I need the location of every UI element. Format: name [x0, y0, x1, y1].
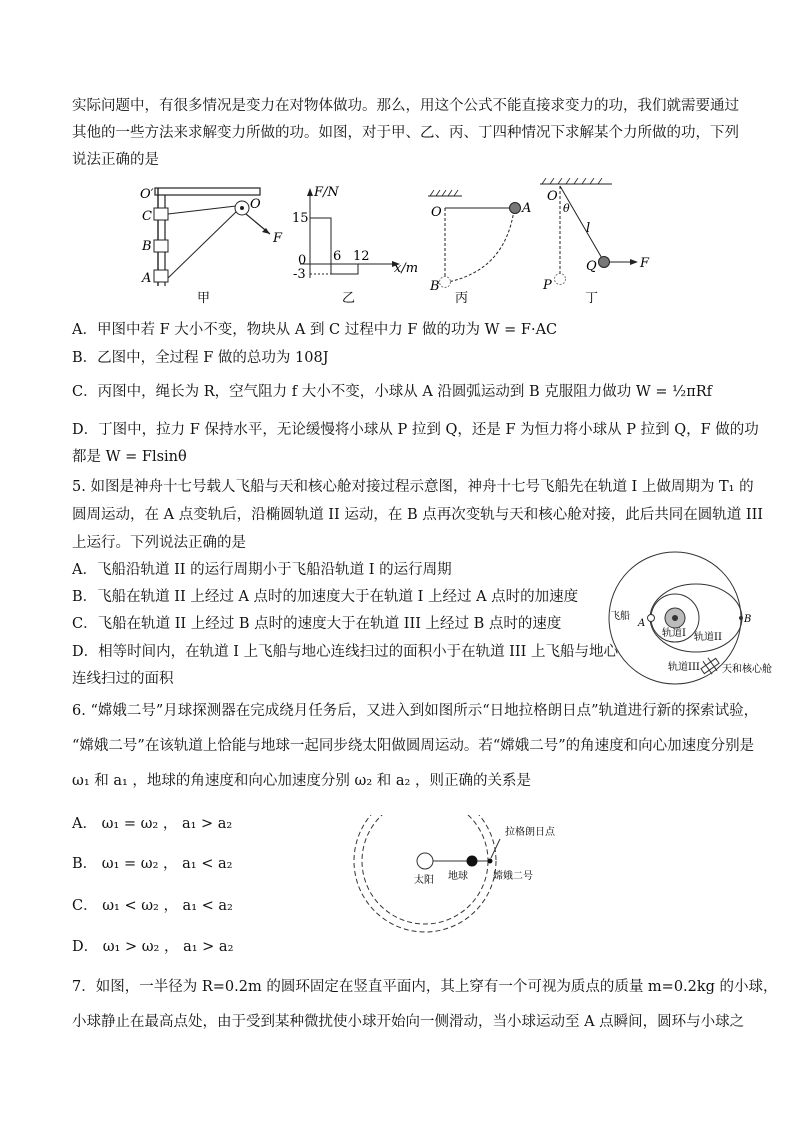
q7-line-1: 7．如图，一半径为 R=0.2m 的圆环固定在竖直平面内，其上穿有一个可视为质点的质量 m=0.2kg 的小球，: [72, 979, 778, 995]
q5-option-d-line1: D．相等时间内，在轨道 I 上飞船与地心连线扫过的面积小于在轨道 III 上飞船与地心: [72, 644, 618, 660]
q5-option-d-line2: 连线扫过的面积: [72, 671, 174, 687]
yi-tick-m3: -3: [293, 267, 306, 282]
q6-line-3: ω₁ 和 a₁ ，地球的角速度和向心加速度分别 ω₂ 和 a₂ ，则正确的关系是: [72, 773, 531, 789]
q4-option-d-line2: 都是 W = Flsinθ: [72, 449, 187, 465]
intro-line-2: 其他的一些方法来求解变力所做的功。如图，对于甲、乙、丙、丁四种情况下求解某个力所做的功，下列: [72, 125, 739, 141]
jia-label-f: F: [273, 231, 283, 246]
q5-label-orbit3: 轨道III: [668, 662, 700, 673]
bing-label-b: B: [430, 279, 440, 294]
jia-label-o: O: [250, 197, 261, 212]
q6-line-1: 6. “嫦娥二号”月球探测器在完成绕月任务后，又进入到如图所示“日地拉格朗日点”轨道进行新的探索试验，: [72, 703, 759, 719]
q5-option-a: A．飞船沿轨道 II 的运行周期小于飞船沿轨道 I 的运行周期: [72, 562, 452, 578]
jia-caption: 甲: [197, 291, 211, 306]
q5-label-orbit2: 轨道II: [694, 632, 722, 643]
figure-jia: [140, 187, 283, 306]
figure-q6-lagrange: [350, 815, 610, 965]
yi-ylabel: F/N: [314, 185, 339, 200]
q5-label-station: 天和核心舱: [722, 664, 772, 675]
q6-label-lagrange: 拉格朗日点: [505, 827, 555, 838]
bing-label-a: A: [522, 201, 532, 216]
figure-yi: [292, 185, 418, 306]
q6-option-a: A． ω₁ = ω₂ ， a₁ > a₂: [72, 816, 233, 832]
jia-label-b: B: [142, 239, 152, 254]
ding-label-q: Q: [586, 259, 597, 274]
ding-label-p: P: [543, 278, 552, 293]
q5-option-c: C．飞船在轨道 II 上经过 B 点时的速度大于在轨道 III 上经过 B 点时的速度: [72, 616, 562, 632]
q5-label-b: B: [744, 614, 752, 625]
figure-q4: [0, 178, 794, 308]
yi-caption: 乙: [342, 291, 356, 306]
q5-label-a: A: [638, 618, 646, 629]
q6-option-c: C． ω₁ < ω₂ ， a₁ < a₂: [72, 898, 233, 914]
q6-label-earth: 地球: [448, 871, 468, 882]
intro-line-3: 说法正确的是: [72, 152, 159, 168]
q6-option-d: D． ω₁ > ω₂ ， a₁ > a₂: [72, 939, 234, 955]
q6-label-sun: 太阳: [414, 875, 434, 886]
yi-tick-0: 0: [298, 253, 307, 268]
yi-tick-12: 12: [353, 249, 370, 264]
q4-option-a: A．甲图中若 F 大小不变，物块从 A 到 C 过程中力 F 做的功为 W = F·AC: [72, 322, 558, 338]
bing-label-o: O: [431, 205, 442, 220]
figure-ding: [540, 178, 650, 306]
q6-label-change2: 嫦娥二号: [493, 871, 533, 882]
q5-line-3: 上运行。下列说法正确的是: [72, 535, 246, 551]
q5-line-2: 圆周运动，在 A 点变轨后，沿椭圆轨道 II 运动，在 B 点再次变轨与天和核心舱对接，此后共同在圆轨道 III: [72, 507, 764, 523]
ding-label-f: F: [640, 256, 650, 271]
bing-caption: 丙: [455, 291, 469, 306]
q4-option-b: B．乙图中，全过程 F 做的总功为 108J: [72, 350, 329, 366]
jia-label-o-prime: O′: [140, 187, 154, 202]
jia-label-c: C: [142, 209, 152, 224]
figure-bing: [428, 190, 531, 306]
ding-label-o: O: [547, 189, 558, 204]
q5-label-ship: 飞船: [610, 611, 630, 622]
q4-option-c: C．丙图中，绳长为 R，空气阻力 f 大小不变，小球从 A 沿圆弧运动到 B 克服阻力做功 W = ½πRf: [72, 384, 713, 400]
q4-option-d-line1: D．丁图中，拉力 F 保持水平，无论缓慢将小球从 P 拉到 Q，还是 F 为恒力将小球从 P 拉到 Q，F 做的功: [72, 422, 759, 438]
q7-line-2: 小球静止在最高点处，由于受到某种微扰使小球开始向一侧滑动，当小球运动至 A 点瞬间，圆环与小球之: [72, 1014, 745, 1030]
q6-line-2: “嫦娥二号”在该轨道上恰能与地球一起同步绕太阳做圆周运动。若“嫦娥二号”的角速度和向心加速度分别是: [72, 738, 755, 754]
yi-tick-6: 6: [333, 249, 342, 264]
jia-label-a: A: [142, 271, 152, 286]
ding-label-l: l: [586, 221, 591, 236]
yi-tick-15: 15: [292, 211, 309, 226]
figure-q5-orbits: [608, 546, 788, 696]
q6-option-b: B． ω₁ = ω₂ ， a₁ < a₂: [72, 856, 233, 872]
ding-caption: 丁: [585, 291, 599, 306]
q5-line-1: 5. 如图是神舟十七号载人飞船与天和核心舱对接过程示意图，神舟十七号飞船先在轨道 I 上做周期为 T₁ 的: [72, 479, 754, 495]
yi-xlabel: x/m: [394, 261, 419, 276]
q5-option-b: B．飞船在轨道 II 上经过 A 点时的加速度大于在轨道 I 上经过 A 点时的加速度: [72, 589, 579, 605]
ding-label-theta: θ: [563, 202, 570, 215]
q5-label-orbit1: 轨道I: [662, 628, 686, 639]
intro-line-1: 实际问题中，有很多情况是变力在对物体做功。那么，用这个公式不能直接求变力的功，我们就需要通过: [72, 98, 739, 114]
